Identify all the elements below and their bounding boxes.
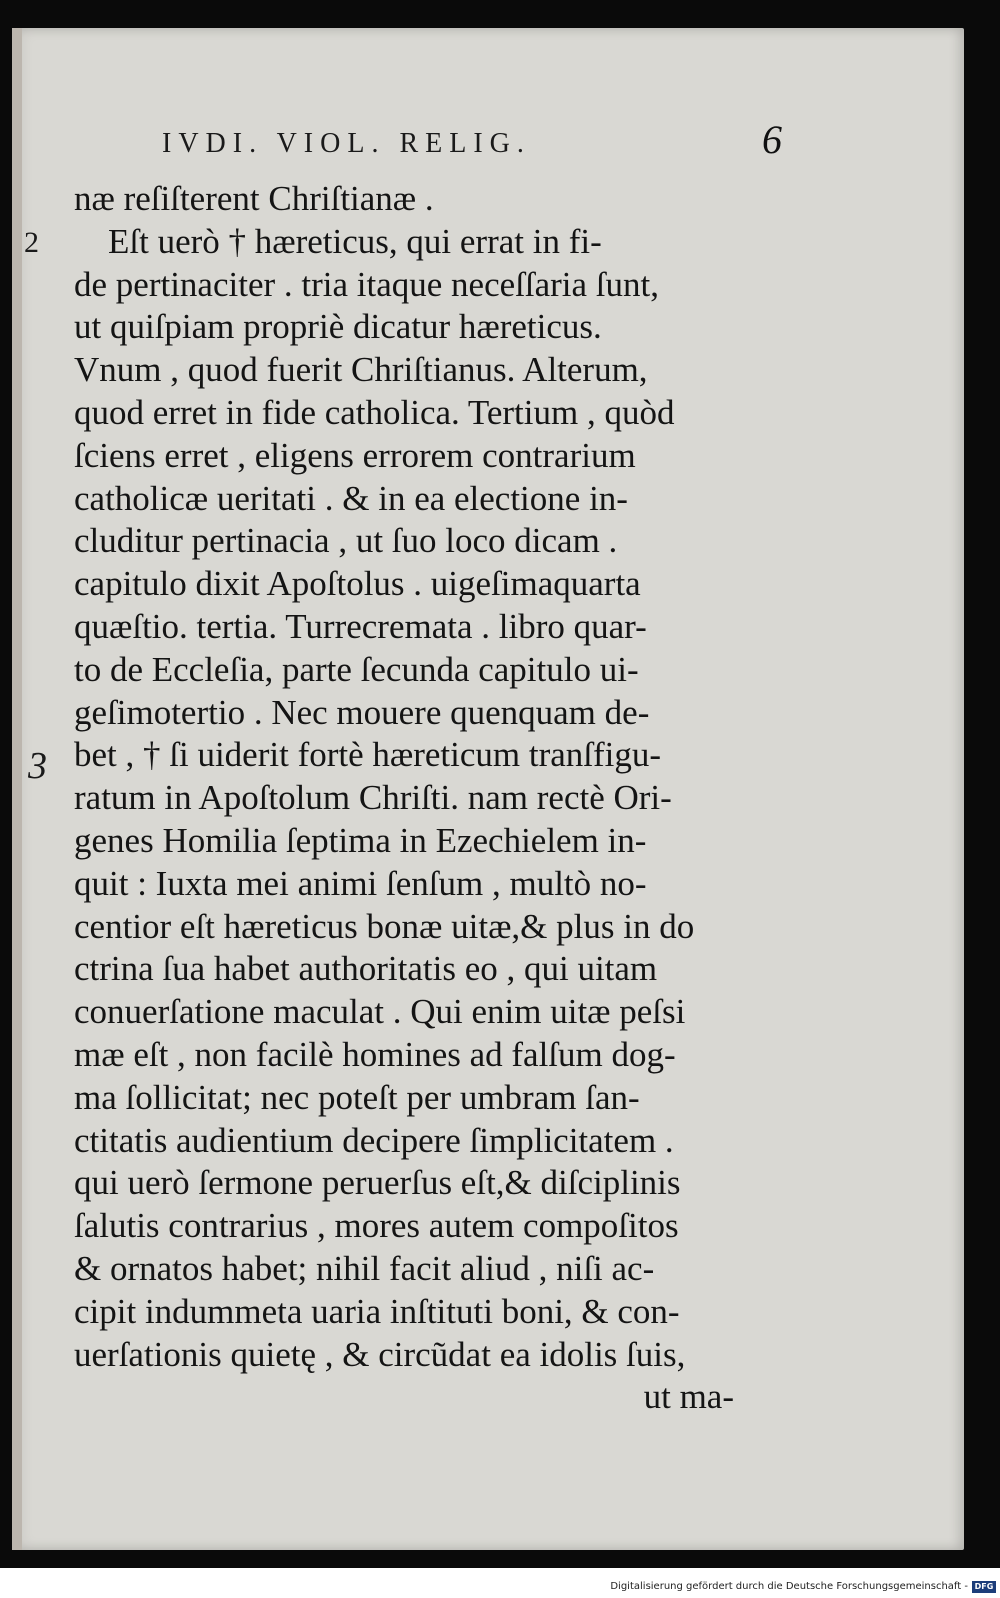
funding-credit: Digitalisierung gefördert durch die Deutsche Forschungsgemeinschaft -	[610, 1581, 968, 1592]
text-line: catholicæ ueritati . & in ea electione in-	[74, 478, 628, 518]
margin-note-2: 2	[24, 226, 39, 259]
text-line: qui uerò ſermone peruerſus eſt,& diſciplinis	[74, 1163, 681, 1203]
text-line: uerſationis quietę , & circũdat ea idolis ſuis,	[74, 1334, 686, 1374]
text-line: conuerſatione maculat . Qui enim uitæ peſsi	[74, 992, 686, 1032]
dfg-logo: DFG	[972, 1581, 996, 1593]
text-line: cipit indummeta uaria inſtituti boni, & con-	[74, 1291, 680, 1331]
text-line: ratum in Apoſtolum Chriſti. nam rectè Ori-	[74, 778, 672, 818]
text-line: centior eſt hæreticus bonæ uitæ,& plus in do	[74, 906, 695, 946]
text-line: geſimotertio . Nec mouere quenquam de-	[74, 692, 650, 732]
text-line: mæ eſt , non facilè homines ad falſum dog-	[74, 1034, 676, 1074]
text-line: ſciens erret , eligens errorem contrarium	[74, 435, 636, 475]
text-line: genes Homilia ſeptima in Ezechielem in-	[74, 820, 647, 860]
text-line: ut quiſpiam propriè dicatur hæreticus.	[74, 307, 602, 347]
text-line: ctrina ſua habet authoritatis eo , qui uitam	[74, 949, 658, 989]
text-line: Vnum , quod fuerit Chriſtianus. Alterum,	[74, 350, 648, 390]
book-page	[12, 28, 964, 1550]
digitization-footer	[0, 1568, 1000, 1598]
text-line: Eſt uerò † hæreticus, qui errat in fi-	[108, 221, 602, 261]
text-line: & ornatos habet; nihil facit aliud , niſi ac-	[74, 1248, 655, 1288]
text-line: ma ſollicitat; nec poteſt per umbram ſan-	[74, 1077, 640, 1117]
running-title: IVDI. VIOL. RELIG.	[162, 128, 531, 159]
catchword: ut ma-	[643, 1377, 734, 1417]
page-edge	[12, 28, 22, 1550]
text-line: quæſtio. tertia. Turrecremata . libro quar-	[74, 606, 647, 646]
body-text	[74, 178, 774, 1419]
text-line: ctitatis audientium decipere ſimplicitatem .	[74, 1120, 674, 1160]
text-line: ſalutis contrarius , mores autem compoſitos	[74, 1206, 679, 1246]
text-line: to de Eccleſia, parte ſecunda capitulo ui-	[74, 649, 639, 689]
text-line: cluditur pertinacia , ut ſuo loco dicam .	[74, 521, 618, 561]
text-line: næ reſiſterent Chriſtianæ .	[74, 179, 434, 218]
margin-note-3: 3	[28, 745, 47, 787]
page-header	[162, 108, 782, 162]
text-line: de pertinaciter . tria itaque neceſſaria ſunt,	[74, 264, 659, 304]
text-line: quit : Iuxta mei animi ſenſum , multò no-	[74, 863, 647, 903]
text-line: bet , † ſi uiderit fortè hæreticum tranſfigu-	[74, 735, 662, 775]
text-line: capitulo dixit Apoſtolus . uigeſimaquarta	[74, 564, 641, 604]
text-line: quod erret in fide catholica. Tertium , quòd	[74, 392, 675, 432]
page-number: 6	[762, 117, 782, 162]
